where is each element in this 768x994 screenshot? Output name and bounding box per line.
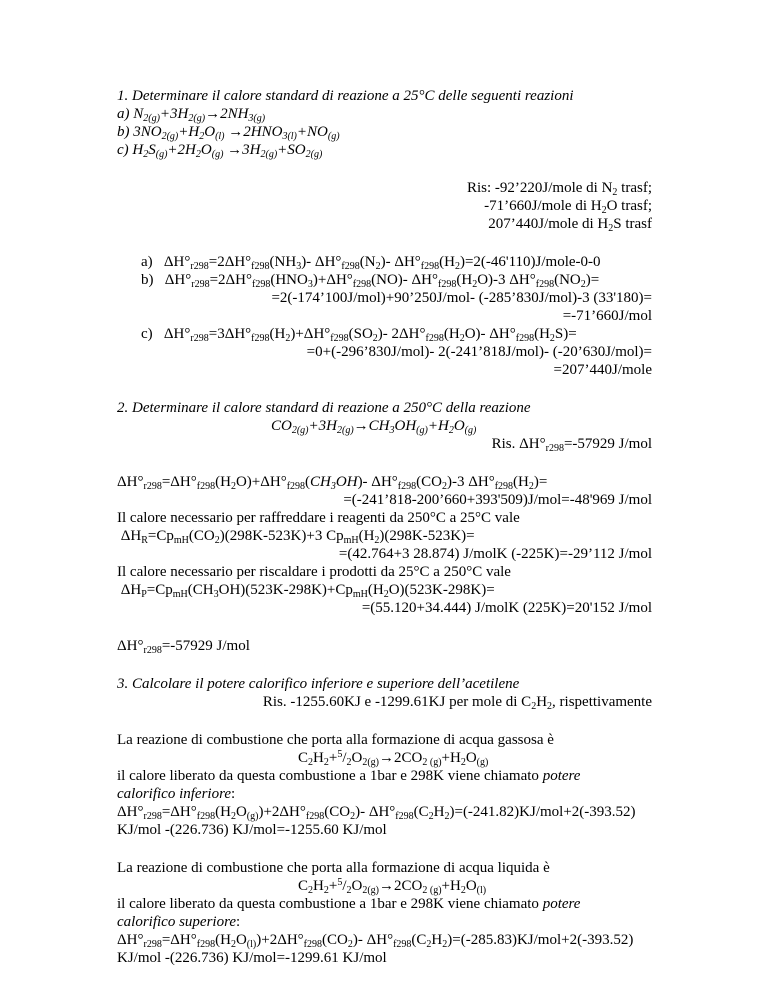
text-line: $C_2H_2+^5/_2O_{2(g)}\to 2CO_{2 (g)}+H_2O_{(g)}$	[298, 749, 489, 768]
text-line: a) $\Delta H^\circ_{r298}=2\Delta H^\circ_{f298}(NH_3)-$ $\Delta H^\circ_{f298}(N_2)-$ $\Delta H^\circ_{f298}(H_2)=2(-46'110)J/mole-0-0$	[141, 254, 601, 272]
text-line: calorifico superiore:	[117, 914, 241, 930]
text-line: =2(-174’100J/mol)+90’250J/mol- (-285’830J/mol)-3 (33'180)=	[271, 290, 652, 306]
text-line: =(42.764+3 28.874) J/molK (-225K)=-29’112 J/mol	[338, 546, 652, 562]
text-line: $\Delta H^\circ_{r298}=-57929$ J/mol	[117, 638, 250, 656]
text-line: =(-241’818-200’660+393'509)J/mol=-48'969 J/mol	[343, 492, 652, 508]
text-line: =-71’660J/mol	[562, 308, 652, 324]
text-line: a) $N_{2(g)}+3H_{2(g)}\to 2NH_{3(g)}$	[117, 106, 266, 124]
text-line: c) $H_2S_{(g)}+2H_2O_{(g)} \to 3H_{2(g)}+SO_{2(g)}$	[117, 142, 323, 160]
text-line: 207’440J/mole di $H_2S$ trasf	[488, 216, 652, 234]
text-line: calorifico inferiore:	[117, 786, 236, 802]
text-line: Il calore necessario per riscaldare i prodotti da 25°C a 250°C vale	[117, 564, 511, 580]
text-line: $C_2H_2+^5/_2O_{2(g)}\to 2CO_{2 (g)}+H_2O_{(l)}$	[298, 877, 487, 896]
text-line: il calore liberato da questa combustione a 1bar e 298K viene chiamato potere	[117, 896, 581, 912]
text-line: La reazione di combustione che porta alla formazione di acqua liquida è	[117, 860, 550, 876]
text-line: -71’660J/mole di $H_2O$ trasf;	[484, 198, 652, 216]
text-line: b) $\Delta H^\circ_{r298}=2\Delta H^\circ_{f298}(HNO_3)+\Delta H^\circ_{f298}(NO)-$ $\Delta H^\circ_{f298}(H_2O)-3$ $\Delta H^\circ_{f298}(NO_2)=$	[141, 272, 600, 290]
text-line: Ris: -92’220J/mole di $N_2$ trasf;	[467, 180, 652, 198]
text-line: 2. Determinare il calore standard di reazione a 250°C della reazione	[117, 400, 531, 416]
text-line: $\Delta H_R=Cp_{mH}(CO_2)(298K-523K)+3$ $Cp_{mH}(H_2)(298K-523K)=$	[117, 528, 475, 546]
text-line: $\Delta H^\circ_{r298}=\Delta H^\circ_{f298}(H_2O)+\Delta H^\circ_{f298}(CH_3OH)-$ $\Delta H^\circ_{f298}(CO_2)-3$ $\Delta H^\circ_{f298}(H_2)=$	[117, 474, 548, 492]
text-line: Ris. $\Delta H^\circ_{r298}=-57929$ J/mol	[491, 436, 652, 454]
text-line: $CO_{2(g)}+3H_{2(g)}\to CH_3OH_{(g)}+H_2O_{(g)}$	[271, 418, 477, 436]
text-line: il calore liberato da questa combustione a 1bar e 298K viene chiamato potere	[117, 768, 581, 784]
text-line: =207’440J/mole	[553, 362, 652, 378]
text-line: Ris. -1255.60KJ e -1299.61KJ per mole di $C_2H_2$, rispettivamente	[262, 694, 652, 712]
text-line: =(55.120+34.444) J/molK (225K)=20'152 J/mol	[361, 600, 652, 616]
text-line: KJ/mol -(226.736) KJ/mol=-1255.60 KJ/mol	[117, 822, 387, 838]
text-line: $\Delta H_P=Cp_{mH}(CH_3OH)(523K-298K)+Cp_{mH}(H_2O)(523K-298K)=$	[117, 582, 495, 600]
text-line: $\Delta H^\circ_{r298}=\Delta H^\circ_{f298}(H_2O_{(l)})+2\Delta H^\circ_{f298}(CO_2)-$ $\Delta H^\circ_{f298}(C_2H_2)=(-285.83)KJ/mol+2(-393.52)$	[117, 932, 634, 950]
text-line: b) $3NO_{2(g)}+H_2O_{(l)} \to 2HNO_{3(l)}+NO_{(g)}$	[117, 124, 340, 142]
text-line: KJ/mol -(226.736) KJ/mol=-1299.61 KJ/mol	[117, 950, 387, 966]
text-line: $\Delta H^\circ_{r298}=\Delta H^\circ_{f298}(H_2O_{(g)})+2\Delta H^\circ_{f298}(CO_2)-$ $\Delta H^\circ_{f298}(C_2H_2)=(-241.82)KJ/mol+2(-393.52)$	[117, 804, 636, 822]
text-line: 3. Calcolare il potere calorifico inferiore e superiore dell’acetilene	[117, 676, 520, 692]
text-line: =0+(-296’830J/mol)- 2(-241’818J/mol)- (-20’630J/mol)=	[306, 344, 652, 360]
text-line: Il calore necessario per raffreddare i reagenti da 250°C a 25°C vale	[117, 510, 520, 526]
text-line: c) $\Delta H^\circ_{r298}=3\Delta H^\circ_{f298}(H_2)+\Delta H^\circ_{f298}(SO_2)-$ $2\Delta H^\circ_{f298}(H_2O)-$ $\Delta H^\circ_{f298}(H_2S)=$	[141, 326, 577, 344]
text-line: 1. Determinare il calore standard di reazione a 25°C delle seguenti reazioni	[117, 88, 574, 104]
text-line: La reazione di combustione che porta alla formazione di acqua gassosa è	[117, 732, 554, 748]
